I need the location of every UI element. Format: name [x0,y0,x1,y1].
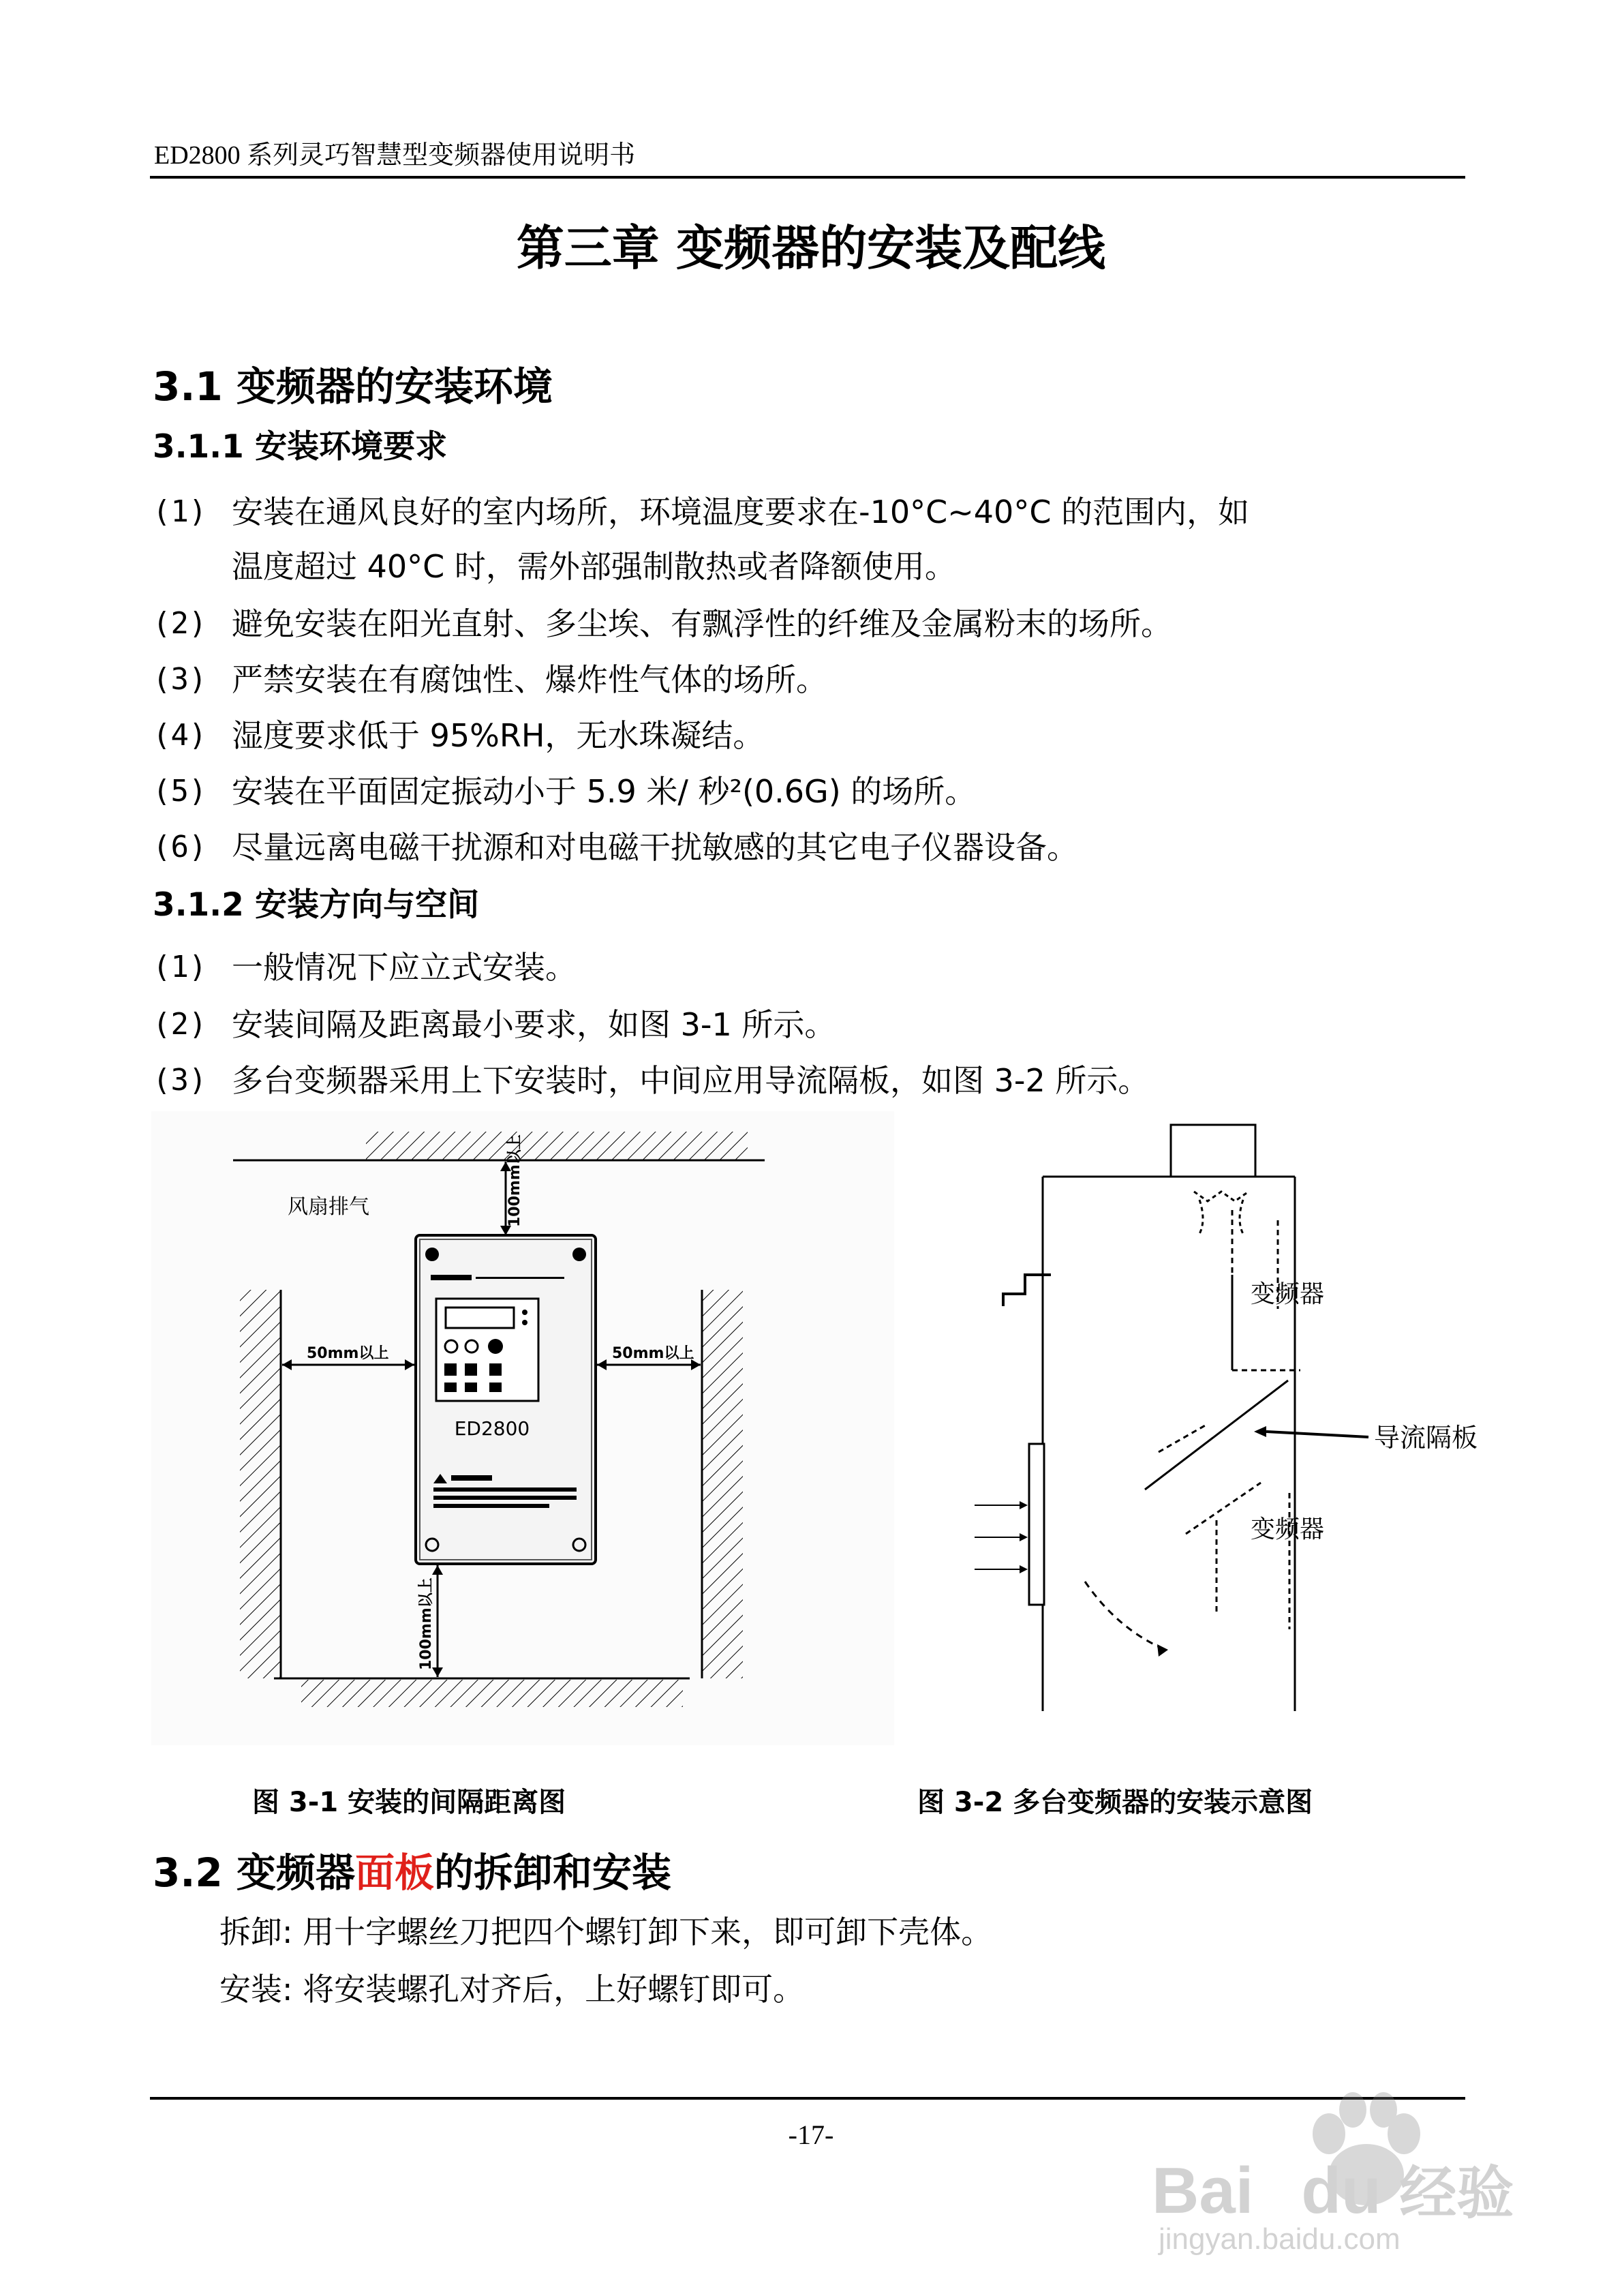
list-number: (4) [153,718,207,753]
fan-exhaust-label: 风扇排气 [288,1195,369,1219]
list-item [0,1054,1622,1115]
page-number: -17- [788,2119,834,2150]
list-item [0,821,1622,882]
baffle-label: 导流隔板 [1374,1423,1478,1453]
bottom-clearance-label: 100mm以上 [418,1577,435,1670]
figure-3-2-stacked-inverters-diagram [940,1111,1486,1725]
list-item [0,653,1622,714]
left-clearance-label: 50mm以上 [307,1345,389,1362]
list-number: (6) [153,830,207,864]
list-number: (2) [153,1007,207,1042]
figure-3-1-clearance-diagram [151,1111,894,1745]
list-number: (3) [153,1063,207,1098]
figure-3-2-caption: 图 3-2 多台变频器的安装示意图 [917,1787,1313,1818]
section-3-2-title-highlight: 面板 [354,1849,434,1896]
watermark-url: jingyan.baidu.com [1159,2222,1401,2256]
figure-3-1-caption: 图 3-1 安装的间隔距离图 [252,1787,566,1818]
list-number: (5) [153,774,207,809]
list-item [0,941,1622,1002]
list-text: 严禁安装在有腐蚀性、爆炸性气体的场所。 [232,661,827,698]
header-rule [150,176,1465,179]
list-item-continuation [0,540,1622,601]
list-number: (2) [153,606,207,641]
chapter-title: 第三章 变频器的安装及配线 [516,220,1106,276]
watermark-brand-du: du [1301,2154,1381,2227]
watermark-brand [1152,2147,1514,2230]
inverter-model-label: ED2800 [454,1417,530,1440]
list-number: (1) [153,494,207,529]
removal-paragraph: 拆卸: 用十字螺丝刀把四个螺钉卸下来，即可卸下壳体。 [219,1914,993,1950]
list-text: 避免安装在阳光直射、多尘埃、有飘浮性的纤维及金属粉末的场所。 [232,605,1172,642]
list-text: 尽量远离电磁干扰源和对电磁干扰敏感的其它电子仪器设备。 [232,829,1078,866]
section-3-1-title: 3.1 变频器的安装环境 [153,363,553,410]
list-text: 温度超过 40°C 时，需外部强制散热或者降额使用。 [232,548,956,585]
watermark-brand-suffix: 经验 [1399,2160,1514,2226]
lower-inverter-label: 变频器 [1251,1515,1325,1543]
running-header: ED2800 系列灵巧智慧型变频器使用说明书 [154,141,636,170]
list-item [0,597,1622,659]
list-item [0,998,1622,1059]
list-text: 湿度要求低于 95%RH，无水珠凝结。 [232,717,765,754]
top-clearance-label: 100mm以上 [506,1134,523,1227]
list-item [0,485,1622,547]
installation-paragraph: 安装: 将安装螺孔对齐后，上好螺钉即可。 [219,1971,805,2008]
section-3-2-title-prefix: 3.2 变频器 [153,1849,355,1896]
list-text: 安装在平面固定振动小于 5.9 米/ 秒²(0.6G) 的场所。 [232,773,977,810]
list-number: (1) [153,950,207,984]
list-number: (3) [153,662,207,697]
baidu-watermark [1152,2086,1561,2256]
list-text: 安装在通风良好的室内场所，环境温度要求在-10°C~40°C 的范围内，如 [232,494,1250,530]
list-text: 一般情况下应立式安装。 [232,949,577,986]
section-3-2-title [153,1841,671,1898]
section-3-1-2-title: 3.1.2 安装方向与空间 [153,886,480,924]
section-3-1-1-title: 3.1.1 安装环境要求 [153,428,448,466]
list-text: 安装间隔及距离最小要求，如图 3-1 所示。 [232,1006,836,1043]
list-item [0,765,1622,826]
list-item [0,709,1622,770]
right-clearance-label: 50mm以上 [612,1345,694,1362]
watermark-brand-bai: Bai [1152,2154,1254,2227]
section-3-2-title-suffix: 的拆卸和安装 [433,1849,671,1896]
list-text: 多台变频器采用上下安装时，中间应用导流隔板，如图 3-2 所示。 [232,1062,1150,1099]
upper-inverter-label: 变频器 [1251,1280,1325,1308]
